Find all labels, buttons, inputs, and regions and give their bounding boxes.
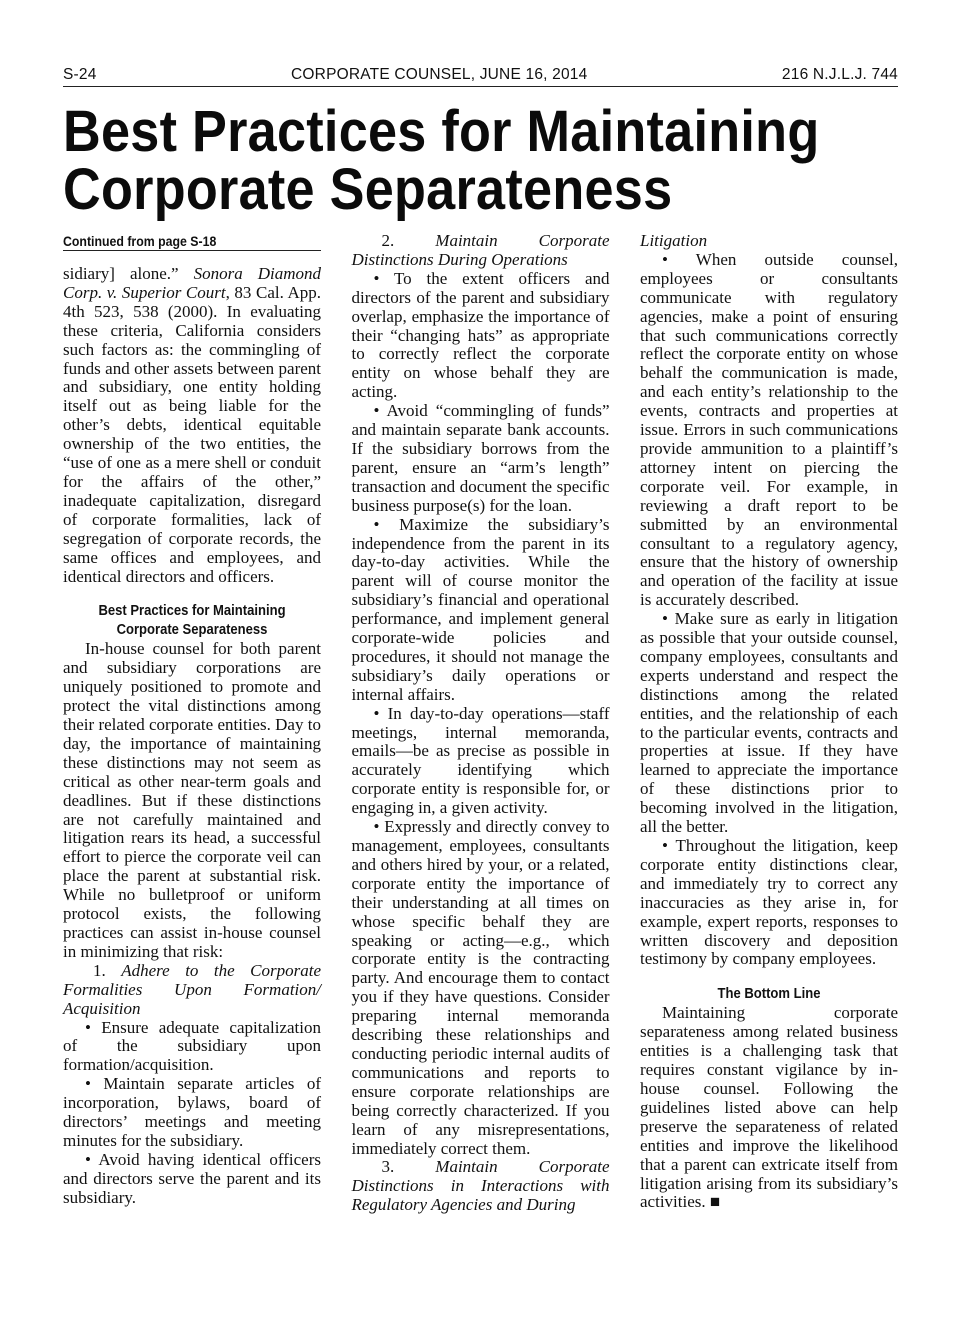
bullet-item: • Make sure as early in litigation as possible that your outside counsel, company employees, consultants and experts understand and respect the distinctions among the related entities, and the relationship of each to the particular events, contracts and properties at issue. If they have learned to appreciate the importance of these distinctions prior to becoming involved in the litigation, all the better.: [640, 609, 898, 837]
step-title-continued: Litigation: [640, 231, 708, 250]
bullet-item: • To the extent officers and directors of the parent and subsidiary overlap, emphasize the importance of their “changing hats” as appropriate to correctly reflect the corporate entity on whose behalf they are acting.: [351, 268, 610, 402]
step-title: Adhere to the Corporate Formalities Upon Formation/ Acquisition: [63, 960, 322, 1018]
citation: 216 N.J.L.J. 744: [781, 66, 898, 83]
subheading: The Bottom Line: [717, 986, 821, 1003]
column-2: [352, 232, 610, 1215]
title-line-1: Best Practices for Maintaining: [63, 99, 820, 164]
subheading: [76, 602, 308, 640]
step-number: 1.: [93, 960, 122, 980]
step-number: 3.: [381, 1157, 436, 1177]
numbered-heading: [352, 1158, 610, 1215]
step-number: 2.: [381, 231, 436, 250]
text: , 83 Cal. App. 4th 523, 538 (2000). In evaluating these criteria, California considers such factors as: the commingling of funds and other assets between parent and subsidiary, one entity holding itself out as being liable for the other’s debts, identical equitable ownership of the two entities, the “use of one as a mere shell or conduit for the affairs of the other,” inadequate capitalization, disregard of corporate formalities, lack of segregation of corporate records, the same offices and employees, and identical directors and officers.: [63, 282, 321, 586]
running-header: [63, 62, 898, 87]
bullet-item: • When outside counsel, employees or consultants communicate with regulatory agencies, make a point of ensuring that such communications correctly reflect the corporate entity on whose behalf the communication is made, and each entity’s relationship to the events, contracts and properties at issue. Errors in such communications provide ammunition to a plaintiff’s attorney intent on piercing the corporate veil. For example, in reviewing a draft report to be submitted by an environmental consultant to a regulatory agency, ensure that the history of ownership and operation of the facility at issue is accurately described.: [640, 249, 898, 610]
bullet-item: • In day-to-day operations—staff meetings, internal memoranda, emails—be as precise as possible in accurately identifying which corporate entity is responsible for, or engaging in, a given activity.: [351, 703, 610, 818]
publication-line: CORPORATE COUNSEL, JUNE 16, 2014: [291, 66, 588, 83]
case-name: Sonora Diamond Corp. v. Superior Court: [63, 264, 321, 302]
bullet-item: • Expressly and directly convey to management, employees, consultants and others hired by your, or a related, corporate entity the importance of their understanding at all times on whose specific behalf they are speaking or acting—e.g., which corporate entity is the contracting party. And encourage them to contact you if they have questions. Consider preparing internal memoranda describing these relationships and conducting periodic internal audits of communications and reports to ensure corporate relationships are being correctly characterized. If you learn of any misrepresentations, immediately correct them.: [351, 817, 610, 1158]
article-title: [63, 99, 897, 222]
subheading-line: Corporate Separateness: [116, 622, 268, 639]
step-title: Maintain Corporate Distinctions During Operations: [351, 231, 610, 269]
bullet-item: • Throughout the litigation, keep corporate entity distinctions clear, and immediately try to correct any inaccuracies as they arise in, for example, expert reports, responses to written discovery and deposition testimony by company employees.: [640, 836, 898, 969]
column-3: [640, 232, 898, 1215]
page-number: S-24: [63, 66, 97, 83]
bullet-item: • Avoid “commingling of funds” and maintain separate bank accounts. If the subsidiary borrows from the parent, ensure an “arm’s length” transaction and document the specific business purpose(s) for the loan.: [351, 401, 610, 515]
paragraph: [640, 1004, 898, 1212]
text: sidiary] alone.”: [63, 264, 194, 283]
bullet-item: • Avoid having identical officers and directors serve the parent and its subsidiary.: [63, 1149, 321, 1207]
bullet-item: • Maximize the subsidiary’s independence from the parent in its day-to-day activities. While the parent will of course monitor the subsidiary’s financial and operational performance, and implement general corporate-wide policies and procedures, it should not manage the subsidiary’s daily operations or internal affairs.: [351, 514, 610, 704]
newspaper-page: [63, 62, 898, 1215]
bullet-item: • Ensure adequate capitalization of the subsidiary upon formation/acquisition.: [63, 1017, 321, 1075]
end-mark: ■: [709, 1192, 721, 1212]
subheading-line: Best Practices for Maintaining: [98, 603, 286, 620]
numbered-heading: [63, 962, 321, 1019]
text: Maintaining corporate separateness among related business entities is a challenging task that requires constant vigilance by in-house counsel. Following the guidelines listed above can help preserve the separateness of related entities and improve the likelihood that a parent can extricate itself from litigation arising from its subsidiary’s activities.: [640, 1003, 898, 1212]
article-body: [63, 232, 898, 1215]
divider: [63, 250, 321, 251]
paragraph: In-house counsel for both parent and subsidiary corporations are uniquely positioned to promote and protect the vital distinctions among their related corporate entities. Day to day, the importance of maintaining these distinctions may not seem as critical as other near-term goals and deadlines. But if these distinctions are not carefully maintained and litigation rears its head, a successful effort to pierce the corporate veil can place the parent at substantial risk. While no bulletproof or uniform protocol exists, the following practices can assist in-house counsel in minimizing that risk:: [63, 639, 321, 961]
bullet-item: • Maintain separate articles of incorporation, bylaws, board of directors’ meetings and meeting minutes for the subsidiary.: [63, 1074, 321, 1150]
continued-from: Continued from page S-18: [63, 233, 217, 249]
paragraph: [63, 265, 321, 586]
numbered-heading: [352, 232, 610, 270]
step-title: Maintain Corporate Distinctions in Interactions with Regulatory Agencies and During: [351, 1157, 610, 1215]
column-1: [63, 232, 321, 1215]
title-line-2: Corporate Separateness: [63, 157, 673, 222]
